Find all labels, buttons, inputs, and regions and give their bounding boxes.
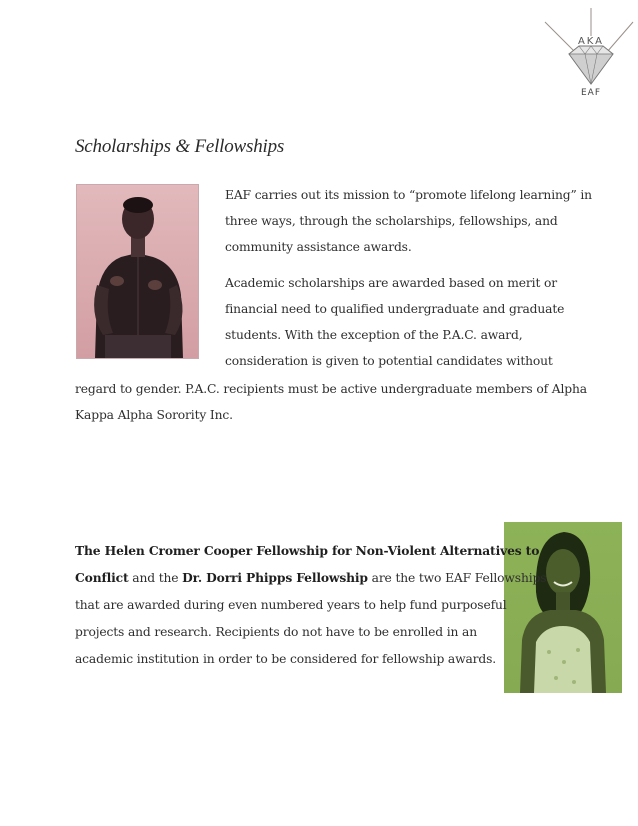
academic-line-3: students. With the exception of the P.A.C. award,	[225, 328, 523, 342]
fellowship-line-4: projects and research. Recipients do not have to be enrolled in an	[75, 625, 477, 639]
academic-line-6: Kappa Alpha Sorority Inc.	[75, 408, 233, 422]
intro-line-1: EAF carries out its mission to “promote lifelong learning” in	[225, 188, 592, 202]
fellowship-name-2: Dr. Dorri Phipps Fellowship	[182, 570, 368, 585]
academic-line-2: financial need to qualified undergraduate and graduate	[225, 302, 565, 316]
fellowship-name-1-part-1: The Helen Cromer Cooper Fellowship for Non-Violent Alternatives to	[75, 543, 540, 558]
academic-line-4: consideration is given to potential candidates without	[225, 354, 553, 368]
fellowship-line-2	[75, 565, 546, 591]
fellowship-connector: and the	[128, 571, 183, 585]
fellowship-name-1-part-2: Conflict	[75, 570, 129, 585]
fellowship-line-3: that are awarded during even numbered years to help fund purposeful	[75, 598, 507, 612]
photo-scholar	[76, 184, 199, 359]
aka-eaf-logo	[541, 8, 635, 98]
academic-line-1: Academic scholarships are awarded based on merit or	[225, 276, 557, 290]
intro-line-3: community assistance awards.	[225, 240, 412, 254]
logo-bottom-text: EAF	[580, 88, 602, 98]
fellowship-line-5: academic institution in order to be considered for fellowship awards.	[75, 652, 497, 666]
academic-line-5: regard to gender. P.A.C. recipients must be active undergraduate members of Alpha	[75, 382, 587, 396]
fellowship-line-2-rest: are the two EAF Fellowships	[367, 571, 547, 585]
fellowship-line-1	[75, 538, 539, 564]
page-heading: Scholarships & Fellowships	[75, 136, 285, 157]
intro-line-2: three ways, through the scholarships, fellowships, and	[225, 214, 558, 228]
logo-top-text: AKA	[577, 36, 605, 47]
